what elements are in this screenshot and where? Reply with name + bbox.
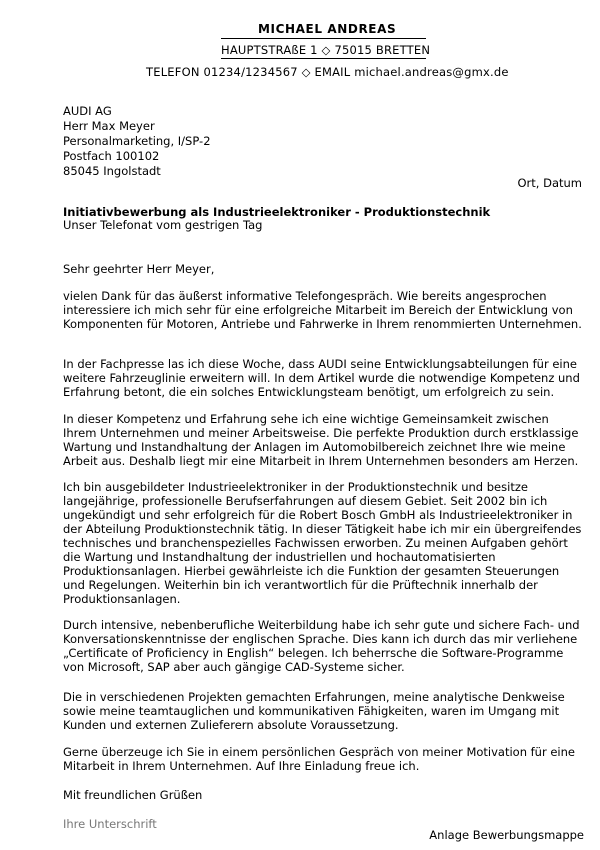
recipient-address <box>63 104 583 179</box>
place-date: Ort, Datum <box>517 176 582 190</box>
body-paragraph: In der Fachpresse las ich diese Woche, dass AUDI seine Entwicklungsabteilungen für eine weitere Fahrzeuglinie erweitern will. In dem Artikel wurde die notwendige Kompetenz und Erfahrung betont, die ein solches Entwicklungsteam benötigt, um erfolgreich zu sein. <box>63 357 580 399</box>
header-divider-bottom <box>221 58 426 59</box>
letter-reference: Unser Telefonat vom gestrigen Tag <box>63 218 263 232</box>
recipient-po-box: Postfach 100102 <box>63 149 160 163</box>
sender-address: HAUPTSTRAßE 1 ◇ 75015 BRETTEN <box>221 43 431 57</box>
recipient-company: AUDI AG <box>63 104 112 118</box>
recipient-city: 85045 Ingolstadt <box>63 164 161 178</box>
sender-contact: TELEFON 01234/1234567 ◇ EMAIL michael.andreas@gmx.de <box>146 65 509 79</box>
body-paragraph: In dieser Kompetenz und Erfahrung sehe ich eine wichtige Gemeinsamkeit zwischen Ihrem Unternehmen und meiner Arbeitsweise. Die perfekte Produktion durch erstklassige Wartung und Instandhaltung der Anlagen im Automobilbereich zeichnet Ihre wie meine Arbeit aus. Deshalb liegt mir eine Mitarbeit in Ihrem Unternehmen besonders am Herzen. <box>63 412 579 468</box>
signature-placeholder: Ihre Unterschrift <box>63 817 157 831</box>
body-paragraph: Durch intensive, nebenberufliche Weiterbildung habe ich sehr gute und sichere Fach- und Konversationskenntnisse der englischen Sprache. Dies kann ich durch das mir verliehene „Certificate of Proficiency in English“ belegen. Ich beherrsche die Software-Programme von Microsoft, SAP aber auch gängige CAD-Systeme sicher. <box>63 618 580 674</box>
recipient-department: Personalmarketing, I/SP-2 <box>63 134 211 148</box>
salutation: Sehr geehrter Herr Meyer, <box>63 262 215 276</box>
recipient-person: Herr Max Meyer <box>63 119 155 133</box>
header-divider-top <box>221 38 426 39</box>
closing: Mit freundlichen Grüßen <box>63 788 203 802</box>
body-paragraph: Ich bin ausgebildeter Industrieelektroniker in der Produktionstechnik und besitze langejährige, professionelle Berufserfahrungen auf diesem Gebiet. Seit 2002 bin ich ungekündigt und sehr erfolgreich für die Robert Bosch GmbH als Industrieelektroniker in der Abteilung Produktionstechnik tätig. In dieser Tätigkeit habe ich mir ein übergreifendes technisches und branchenspezielles Fachwissen erworben. Zu meinen Aufgaben gehört die Wartung und Instandhaltung der industriellen und hochautomatisierten Produktionsanlagen. Hierbei gewährleiste ich die Funktion der gesamten Steuerungen und Regelungen. Weiterhin bin ich verantwortlich für die Prüftechnik innerhalb der Produktionsanlagen. <box>63 480 582 606</box>
body-paragraph: Gerne überzeuge ich Sie in einem persönlichen Gespräch von meiner Motivation für eine Mitarbeit in Ihrem Unternehmen. Auf Ihre Einladung freue ich. <box>63 745 575 773</box>
body-paragraph: Die in verschiedenen Projekten gemachten Erfahrungen, meine analytische Denkweise sowie meine teamtauglichen und kommunikativen Fähigkeiten, waren im Umgang mit Kunden und externen Zulieferern absolute Voraussetzung. <box>63 690 565 732</box>
letter-subject: Initiativbewerbung als Industrieelektroniker - Produktionstechnik <box>63 205 491 219</box>
enclosure-note: Anlage Bewerbungsmappe <box>429 828 584 842</box>
body-paragraph: vielen Dank für das äußerst informative Telefongespräch. Wie bereits angesprochen interessiere ich mich sehr für eine erfolgreiche Mitarbeit im Bereich der Entwicklung von Komponenten für Motoren, Antriebe und Fahrwerke in Ihrem renommierten Unternehmen. <box>63 289 582 331</box>
sender-name: MICHAEL ANDREAS <box>258 22 397 36</box>
